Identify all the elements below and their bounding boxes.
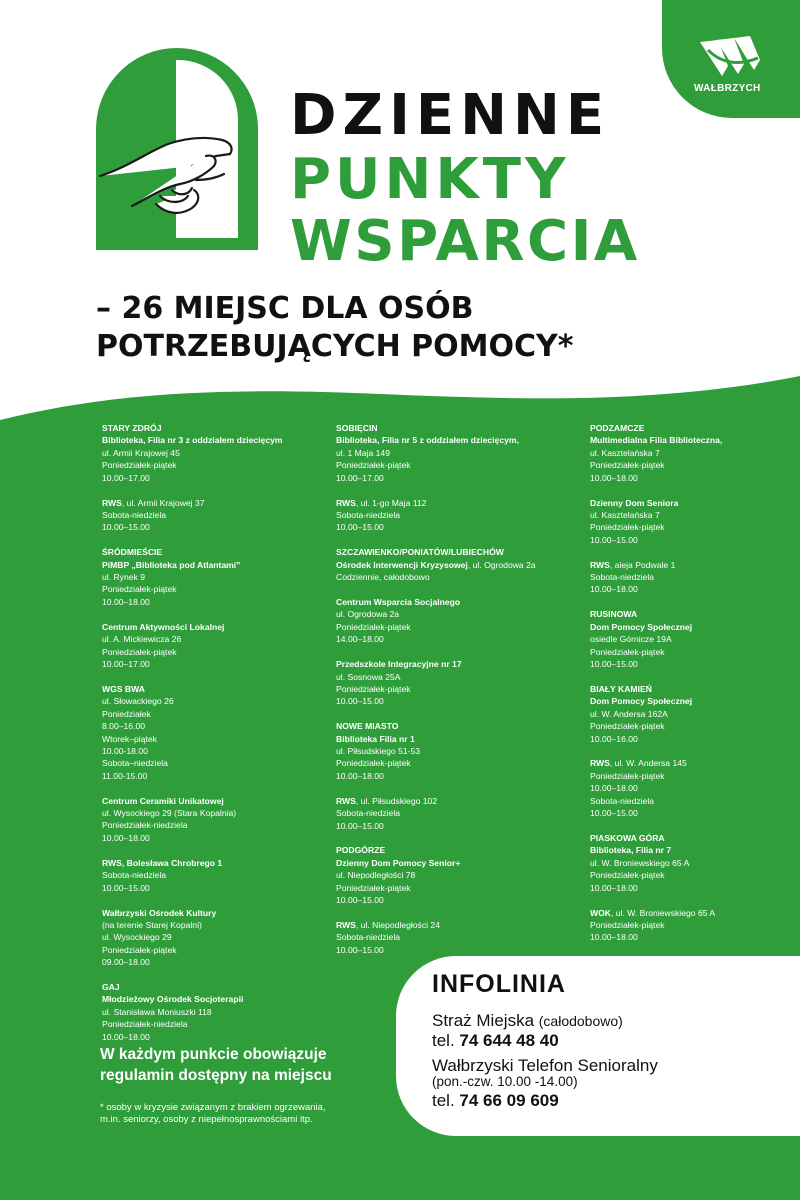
location-line: Poniedziałek-piątek (590, 522, 665, 533)
location-line: 10.00–15.00 (336, 696, 384, 707)
tel-prefix: tel. (432, 1031, 455, 1050)
location-line: 10.00–18.00 (102, 832, 150, 843)
walbrzych-logo-icon (698, 36, 768, 82)
location-line: Dom Pomocy Społecznej (590, 621, 693, 632)
city-logo-badge (662, 0, 800, 118)
location-line: Poniedziałek-piątek (102, 584, 177, 595)
location-line: Ośrodek Interwencji Kryzysowej, ul. Ogrodowa 2a (336, 559, 536, 570)
senior-line-hours: (pon.-czw. 10.00 -14.00) (432, 1074, 578, 1089)
location-line: Biblioteka, Filia nr 7 (590, 845, 672, 856)
subtitle (96, 290, 716, 366)
title-line-2: PUNKTY (290, 147, 570, 212)
location-entry (336, 919, 576, 956)
location-line: 10.00–18.00 (590, 584, 638, 595)
location-line: ul. W. Andersa 162A (590, 708, 668, 719)
location-line: Poniedziałek-piątek (336, 683, 411, 694)
location-line: PIASKOWA GÓRA (590, 832, 665, 843)
location-line: 10.00–15.00 (336, 522, 384, 533)
location-line: 10.00–15.00 (590, 808, 638, 819)
location-line: Sobota-niedziela (102, 509, 167, 520)
location-line: RWS, Bolesława Chrobrego 1 (102, 857, 223, 868)
location-line: ul. Rynek 9 (102, 572, 145, 583)
location-entry (590, 422, 800, 484)
location-line: Młodzieżowy Ośrodek Socjoterapii (102, 994, 244, 1005)
location-entry (336, 546, 576, 583)
location-line: 10.00–18.00 (590, 882, 638, 893)
location-line: Poniedziałek-niedziela (102, 1019, 188, 1030)
location-entry (336, 596, 576, 646)
location-line: 10.00–18.00 (102, 596, 150, 607)
location-line: Multimedialna Filia Biblioteczna, (590, 435, 723, 446)
location-line: WOK, ul. W. Broniewskiego 65 A (590, 907, 716, 918)
city-guard-name: Straż Miejska (432, 1011, 535, 1030)
location-line: Centrum Ceramiki Unikatowej (102, 795, 224, 806)
location-line: ul. Ogrodowa 2a (336, 609, 400, 620)
location-line: Poniedziałek-piątek (336, 882, 411, 893)
footnote-line-1: * osoby w kryzysie związanym z brakiem ogrzewania, (100, 1102, 326, 1113)
location-line: ul. W. Broniewskiego 65 A (590, 857, 690, 868)
location-line: SZCZAWIENKO/PONIATÓW/LUBIECHÓW (336, 547, 504, 558)
location-entry (590, 497, 800, 547)
location-entry (102, 546, 342, 608)
location-line: PiMBP „Biblioteka pod Atlantami” (102, 559, 241, 570)
helping-hands-icon (96, 48, 258, 250)
location-entry (102, 795, 342, 845)
location-line: Centrum Aktywności Lokalnej (102, 621, 225, 632)
location-line: ul. Słowackiego 26 (102, 696, 174, 707)
location-line: 10.00–15.00 (336, 895, 384, 906)
location-entry (102, 857, 342, 894)
location-entry (590, 832, 800, 894)
location-line: Dzienny Dom Pomocy Senior+ (336, 857, 461, 868)
notice-line-2: regulamin dostępny na miejscu (100, 1067, 332, 1084)
location-entry (336, 422, 576, 484)
location-entry (590, 907, 800, 944)
location-line: RWS, ul. W. Andersa 145 (590, 758, 687, 769)
location-line: 10.00–18.00 (102, 1031, 150, 1042)
location-line: Sobota–niedziela (102, 758, 168, 769)
city-guard-number[interactable]: 74 644 48 40 (459, 1031, 559, 1050)
location-line: Sobota-niedziela (336, 509, 401, 520)
location-line: ul. Armii Krajowej 45 (102, 447, 180, 458)
location-line: RWS, ul. Piłsudskiego 102 (336, 795, 438, 806)
location-line: Biblioteka Filia nr 1 (336, 733, 415, 744)
location-line: ul. A. Mickiewicza 26 (102, 634, 182, 645)
city-guard-phone[interactable] (432, 1031, 559, 1051)
location-entry (590, 608, 800, 670)
location-line: 10.00–18.00 (590, 472, 638, 483)
location-line: 10.00–15.00 (102, 522, 150, 533)
location-line: PODGÓRZE (336, 845, 386, 856)
location-line: Poniedziałek-piątek (590, 721, 665, 732)
location-line: 10.00–18.00 (336, 770, 384, 781)
location-line: WGS BWA (102, 683, 145, 694)
location-line: 11.00-15.00 (102, 770, 148, 781)
location-line: 8.00–16.00 (102, 721, 146, 732)
subtitle-line-1: – 26 MIEJSC DLA OSÓB (96, 291, 474, 326)
location-line: 10.00-18.00 (102, 745, 148, 756)
location-line: 10.00–15.00 (590, 534, 638, 545)
location-entry (336, 720, 576, 782)
location-line: Sobota-niedziela (336, 808, 401, 819)
location-line: Poniedziałek-piątek (590, 646, 665, 657)
location-line: 10.00–18.00 (590, 932, 638, 943)
location-entry (336, 658, 576, 708)
location-line: NOWE MIASTO (336, 721, 399, 732)
location-line: Biblioteka, Filia nr 3 z oddziałem dziecięcym (102, 435, 283, 446)
location-line: RWS, ul. 1-go Maja 112 (336, 497, 427, 508)
location-line: 10.00–15.00 (102, 882, 150, 893)
location-line: Wałbrzyski Ośrodek Kultury (102, 907, 217, 918)
location-line: Wtorek–piątek (102, 733, 157, 744)
location-line: ul. Wysockiego 29 (Stara Kopalnia) (102, 808, 237, 819)
location-line: Poniedziałek-piątek (336, 460, 411, 471)
location-line: Przedszkole Integracyjne nr 17 (336, 659, 462, 670)
footnote-line-2: m.in. seniorzy, osoby z niepełnosprawnościami itp. (100, 1114, 313, 1125)
location-line: Poniedziałek-piątek (336, 621, 411, 632)
location-line: PODZAMCZE (590, 423, 645, 433)
location-line: Biblioteka, Filia nr 5 z oddziałem dziecięcym, (336, 435, 519, 446)
location-line: Centrum Wsparcia Socjalnego (336, 596, 461, 607)
location-line: RWS, aleja Podwale 1 (590, 559, 676, 570)
location-line: RWS, ul. Niepodległości 24 (336, 920, 440, 930)
senior-line-number[interactable]: 74 66 09 609 (459, 1091, 559, 1110)
senior-line-phone[interactable] (432, 1091, 559, 1111)
location-line: 10.00–15.00 (336, 820, 384, 831)
location-line: ul. 1 Maja 149 (336, 447, 390, 458)
location-line: Codziennie, całodobowo (336, 572, 430, 583)
location-line: 10.00–17.00 (336, 472, 384, 483)
location-line: 10.00–16.00 (590, 733, 638, 744)
location-line: ul. Sosnowa 25A (336, 671, 401, 682)
location-line: Poniedziałek-piątek (102, 646, 177, 657)
location-line: Poniedziałek-piątek (590, 460, 665, 471)
location-line: Poniedziałek (102, 708, 151, 719)
locations-column-3 (590, 422, 800, 956)
city-guard-label (432, 1011, 623, 1031)
location-entry (102, 683, 342, 782)
location-line: GAJ (102, 982, 120, 993)
location-entry (336, 497, 576, 534)
location-entry (102, 422, 342, 484)
location-line: 10.00–17.00 (102, 472, 150, 483)
location-line: 10.00–18.00 (590, 783, 638, 794)
location-entry (590, 757, 800, 819)
city-guard-note: (całodobowo) (538, 1013, 623, 1029)
location-line: ul. Stanisława Moniuszki 118 (102, 1006, 212, 1017)
notice-line-1: W każdym punkcie obowiązuje (100, 1046, 327, 1063)
location-line: ul. Kasztelańska 7 (590, 447, 660, 458)
infoline-box (396, 956, 800, 1136)
location-line: ŚRÓDMIEŚCIE (102, 547, 163, 558)
location-line: osiedle Górnicze 19A (590, 634, 672, 645)
location-line: 09.00–18.00 (102, 957, 150, 968)
location-line: SOBIĘCIN (336, 423, 378, 433)
location-line: Poniedziałek-piątek (102, 944, 177, 955)
location-line: (na terenie Starej Kopalni) (102, 919, 202, 930)
location-line: Poniedziałek-niedziela (102, 820, 188, 831)
location-entry (336, 795, 576, 832)
location-entry (590, 683, 800, 745)
location-line: Sobota-niedziela (102, 870, 167, 881)
location-line: Dom Pomocy Społecznej (590, 696, 693, 707)
location-entry (102, 981, 342, 1043)
title-line-3: WSPARCIA (290, 209, 640, 274)
location-line: ul. Piłsudskiego 51-53 (336, 746, 421, 757)
location-line: RUSINOWA (590, 609, 638, 620)
location-entry (590, 559, 800, 596)
location-line: Sobota-niedziela (590, 795, 655, 806)
location-line: ul. Wysockiego 29 (102, 932, 172, 943)
tel-prefix: tel. (432, 1091, 455, 1110)
location-line: 10.00–17.00 (102, 659, 150, 669)
location-line: ul. Kasztelańska 7 (590, 509, 660, 520)
senior-line-label: Wałbrzyski Telefon Senioralny (432, 1056, 658, 1075)
footnote (100, 1102, 410, 1126)
location-entry (102, 621, 342, 671)
location-line: ul. Niepodległości 78 (336, 870, 416, 881)
location-line: Poniedziałek-piątek (590, 919, 665, 930)
rules-notice (100, 1044, 400, 1086)
location-line: Poniedziałek-piątek (590, 770, 665, 781)
location-entry (102, 497, 342, 534)
location-line: RWS, ul. Armii Krajowej 37 (102, 497, 205, 508)
logo-text: WAŁBRZYCH (694, 83, 761, 94)
location-entry (102, 907, 342, 969)
location-line: BIAŁY KAMIEŃ (590, 683, 652, 694)
location-line: Sobota-niedziela (336, 932, 401, 943)
title-line-1: DZIENNE (290, 83, 611, 148)
location-line: 14.00–18.00 (336, 634, 384, 645)
location-line: Poniedziałek-piątek (590, 870, 665, 881)
location-line: Dzienny Dom Seniora (590, 497, 679, 508)
location-line: STARY ZDRÓJ (102, 423, 162, 433)
location-line: Poniedziałek-piątek (102, 460, 177, 471)
location-entry (336, 844, 576, 906)
location-line: Sobota-niedziela (590, 572, 655, 583)
infoline-title: INFOLINIA (432, 970, 566, 998)
location-line: 10.00–15.00 (336, 944, 384, 955)
subtitle-line-2: POTRZEBUJĄCYCH POMOCY* (96, 329, 574, 364)
locations-column-1 (102, 422, 342, 1056)
locations-column-2 (336, 422, 576, 969)
location-line: 10.00–15.00 (590, 659, 638, 669)
location-line: Poniedziałek-piątek (336, 758, 411, 769)
